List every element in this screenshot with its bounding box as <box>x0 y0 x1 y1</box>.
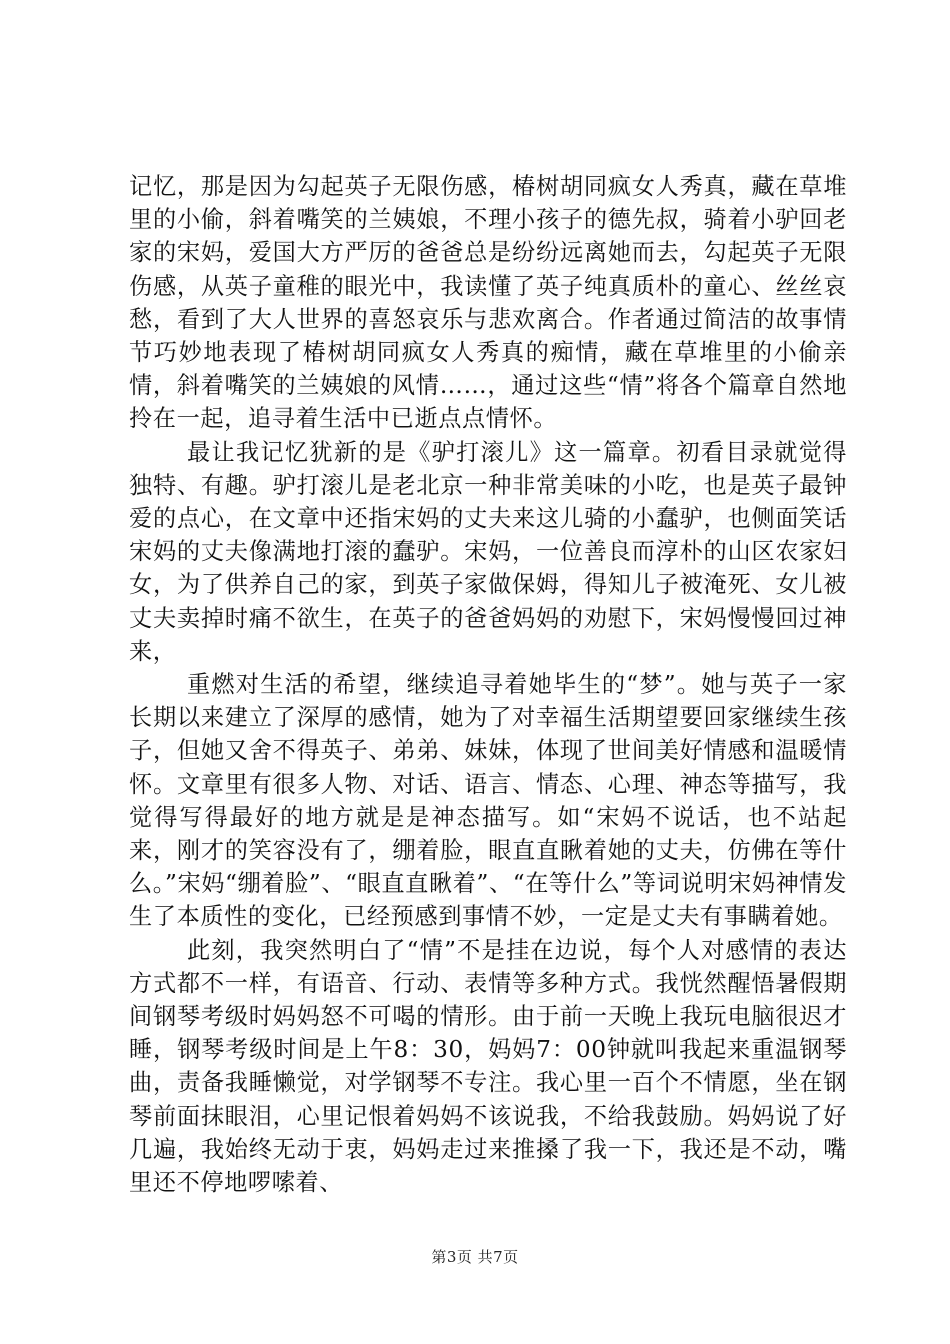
page-number-footer: 第3页 共7页 <box>431 1248 519 1266</box>
paragraph-3: 重燃对生活的希望，继续追寻着她毕生的“梦”。她与英子一家长期以来建立了深厚的感情，她为了对幸福生活期望要回家继续生孩子，但她又舍不得英子、弟弟、妹妹，体现了世间美好情感和温暖情怀。文章里有很多人物、对话、语言、情态、心理、神态等描写，我觉得写得最好的地方就是是神态描写。如“宋妈不说话，也不站起来，刚才的笑容没有了，绷着脸，眼直直瞅着她的丈夫，仿佛在等什么。”宋妈“绷着脸”、“眼直直瞅着”、“在等什么”等词说明宋妈神情发生了本质性的变化，已经预感到事情不妙，一定是丈夫有事瞒着她。 <box>129 671 847 931</box>
paragraph-1: 记忆，那是因为勾起英子无限伤感，椿树胡同疯女人秀真，藏在草堆里的小偷，斜着嘴笑的兰姨娘，不理小孩子的德先叔，骑着小驴回老家的宋妈，爱国大方严厉的爸爸总是纷纷远离她而去，勾起英子无限伤感，从英子童稚的眼光中，我读懂了英子纯真质朴的童心、丝丝哀愁，看到了大人世界的喜怒哀乐与悲欢离合。作者通过简洁的故事情节巧妙地表现了椿树胡同疯女人秀真的痴情，藏在草堆里的小偷亲情，斜着嘴笑的兰姨娘的风情……，通过这些“情”将各个篇章自然地拎在一起，追寻着生活中已逝点点情怀。 <box>129 173 847 433</box>
paragraph-2: 最让我记忆犹新的是《驴打滚儿》这一篇章。初看目录就觉得独特、有趣。驴打滚儿是老北京一种非常美味的小吃，也是英子最钟爱的点心，在文章中还指宋妈的丈夫来这儿骑的小蠢驴，也侧面笑话宋妈的丈夫像满地打滚的蠢驴。宋妈，一位善良而淳朴的山区农家妇女，为了供养自己的家，到英子家做保姆，得知儿子被淹死、女儿被丈夫卖掉时痛不欲生，在英子的爸爸妈妈的劝慰下，宋妈慢慢回过神来， <box>129 438 847 665</box>
document-body <box>129 170 847 1199</box>
paragraph-4: 此刻，我突然明白了“情”不是挂在边说，每个人对感情的表达方式都不一样，有语音、行动、表情等多种方式。我恍然醒悟暑假期间钢琴考级时妈妈怒不可喝的情形。由于前一天晚上我玩电脑很迟才睡，钢琴考级时间是上午8：30，妈妈7：00钟就叫我起来重温钢琴曲，责备我睡懒觉，对学钢琴不专注。我心里一百个不情愿，坐在钢琴前面抹眼泪，心里记恨着妈妈不该说我，不给我鼓励。妈妈说了好几遍，我始终无动于衷，妈妈走过来推搡了我一下，我还是不动，嘴里还不停地啰嗦着、 <box>129 936 847 1197</box>
